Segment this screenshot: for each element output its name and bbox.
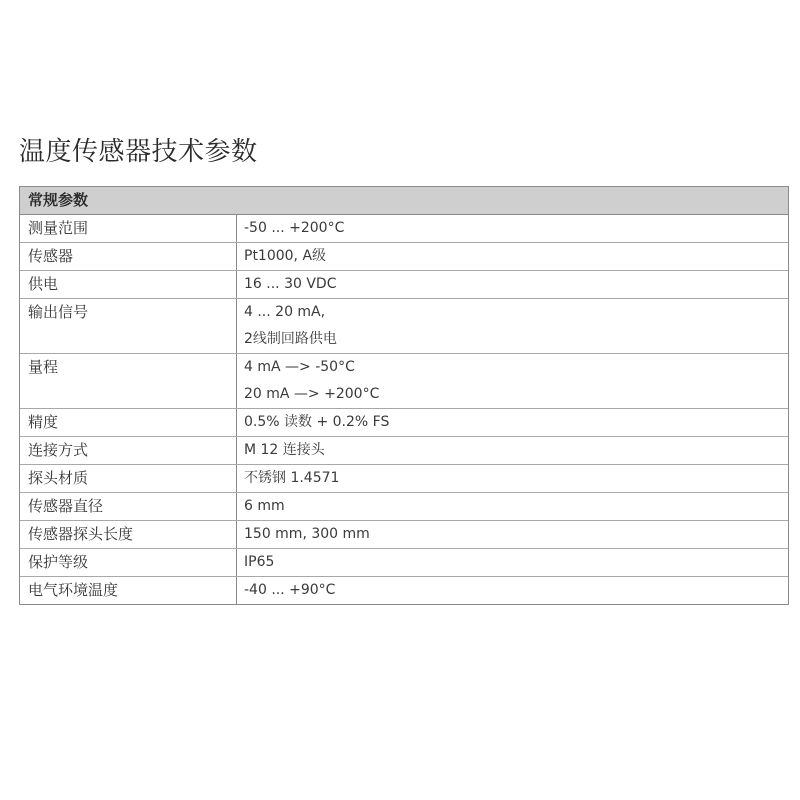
- row-value: IP65: [244, 554, 275, 570]
- row-value-cell: [236, 243, 788, 270]
- row-value-cell: [236, 437, 788, 464]
- row-value: -40 ... +90°C: [244, 582, 336, 598]
- table-row: [20, 465, 788, 493]
- row-value-cell: [236, 354, 788, 408]
- row-label: 电气环境温度: [28, 581, 119, 599]
- row-label: 测量范围: [28, 219, 89, 237]
- table-row: [20, 549, 788, 577]
- row-value: 2线制回路供电: [244, 331, 337, 347]
- table-row: [20, 409, 788, 437]
- row-value: 0.5% 读数 + 0.2% FS: [244, 414, 390, 430]
- row-label: 供电: [28, 275, 59, 293]
- row-value: Pt1000, A级: [244, 248, 327, 264]
- table-row: [20, 521, 788, 549]
- row-label: 连接方式: [28, 441, 89, 459]
- row-value: 16 ... 30 VDC: [244, 276, 337, 292]
- table-row: [20, 215, 788, 243]
- row-label: 输出信号: [28, 303, 89, 321]
- row-value-cell: [236, 493, 788, 520]
- row-value: 6 mm: [244, 498, 285, 514]
- spec-table: [19, 186, 789, 605]
- row-value: 4 mA —> -50°C: [244, 359, 355, 375]
- row-value: 4 ... 20 mA,: [244, 304, 326, 320]
- row-value-cell: [236, 299, 788, 353]
- row-value: 150 mm, 300 mm: [244, 526, 370, 542]
- table-row: [20, 354, 788, 409]
- row-value-cell: [236, 549, 788, 576]
- row-value-cell: [236, 215, 788, 242]
- row-value: 不锈钢 1.4571: [244, 470, 340, 486]
- row-value-cell: [236, 271, 788, 298]
- section-header: 常规参数: [20, 187, 788, 215]
- row-label: 传感器直径: [28, 497, 104, 515]
- table-row: [20, 493, 788, 521]
- row-label: 保护等级: [28, 553, 89, 571]
- row-label: 传感器: [28, 247, 74, 265]
- row-label: 量程: [28, 358, 59, 376]
- row-value-cell: [236, 465, 788, 492]
- row-value: M 12 连接头: [244, 442, 325, 458]
- row-label: 探头材质: [28, 469, 89, 487]
- table-row: [20, 577, 788, 604]
- row-value: -50 ... +200°C: [244, 220, 345, 236]
- table-row: [20, 299, 788, 354]
- table-row: [20, 271, 788, 299]
- row-value-cell: [236, 409, 788, 436]
- row-value: 20 mA —> +200°C: [244, 386, 380, 402]
- table-row: [20, 437, 788, 465]
- row-label: 精度: [28, 413, 59, 431]
- table-row: [20, 243, 788, 271]
- row-label: 传感器探头长度: [28, 525, 134, 543]
- row-value-cell: [236, 521, 788, 548]
- page-title: 温度传感器技术参数: [19, 137, 258, 167]
- row-value-cell: [236, 577, 788, 604]
